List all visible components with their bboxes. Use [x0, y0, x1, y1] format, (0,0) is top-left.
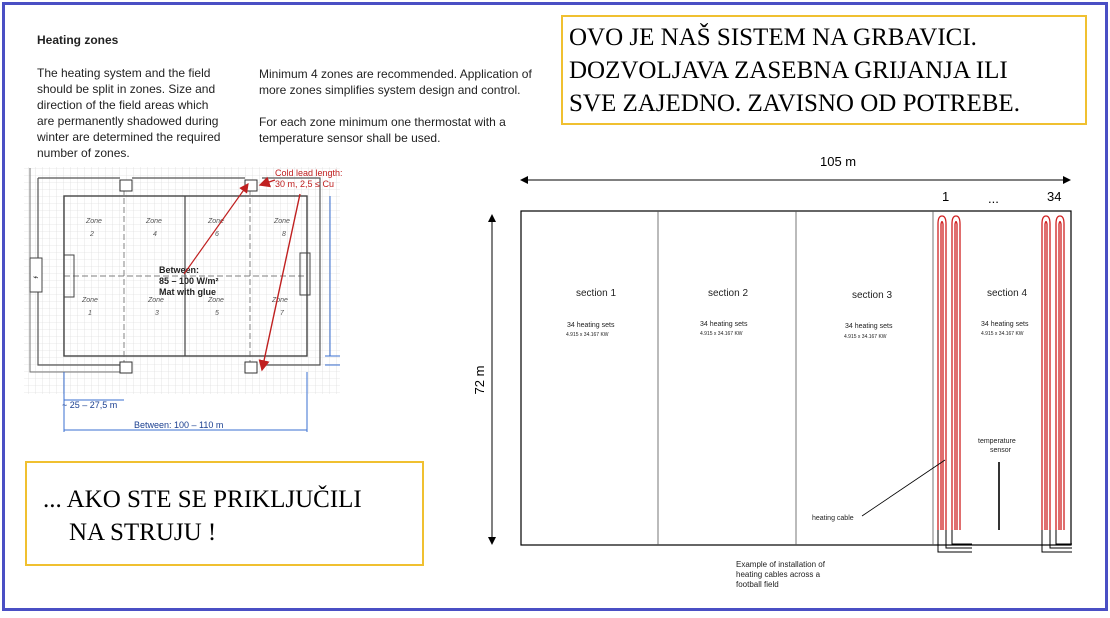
zone-label: Zone	[82, 297, 98, 304]
zone-number: 2	[90, 231, 94, 238]
section-1-name: section 1	[576, 288, 617, 299]
zone-label: Zone	[274, 218, 290, 225]
recommendation-line: more zones simplifies system design and control.	[259, 83, 521, 97]
recommendation-line: Minimum 4 zones are recommended. Application of	[259, 67, 532, 81]
zone-number: 4	[153, 231, 157, 238]
cold-lead-value: 30 m, 2,5 ≤ Cu	[275, 179, 334, 189]
power-range-label: 85 – 100 W/m²	[159, 276, 219, 286]
section-4-sets: 34 heating sets	[981, 321, 1029, 328]
zone-label: Zone	[208, 218, 224, 225]
thermostat-line: temperature sensor shall be used.	[259, 131, 441, 145]
caption-line: Example of installation of	[736, 560, 825, 569]
callout-bottom-line: NA STRUJU !	[69, 519, 217, 546]
zone-label: Zone	[208, 297, 224, 304]
temp-sensor-label: temperature	[978, 438, 1016, 445]
thermostat-line: For each zone minimum one thermostat with a	[259, 115, 506, 129]
intro-line: winter are determined the required	[37, 130, 221, 144]
set-last-label: 34	[1047, 189, 1062, 204]
length-dimension: Between: 100 – 110 m	[134, 420, 224, 430]
width-dimension: ~ 25 – 27,5 m	[62, 400, 118, 410]
intro-line: are permanently shadowed during	[37, 114, 219, 128]
caption-line: football field	[736, 580, 779, 589]
intro-line: number of zones.	[37, 146, 130, 160]
section-4-name: section 4	[987, 288, 1028, 299]
zone-label: Zone	[146, 218, 162, 225]
intro-line: direction of the field areas which	[37, 98, 209, 112]
section-2-sets: 34 heating sets	[700, 321, 748, 328]
temp-sensor-label: sensor	[990, 447, 1012, 454]
caption-line: heating cables across a	[736, 570, 821, 579]
heating-cable-loops	[938, 216, 1064, 530]
zone-number: 6	[215, 231, 219, 238]
zone-number: 7	[280, 310, 284, 317]
cold-lead-label: Cold lead length:	[275, 168, 343, 178]
zone-number: 1	[88, 310, 92, 317]
page-title: Heating zones	[37, 33, 119, 47]
zone-number: 3	[155, 310, 159, 317]
section-2-power: 4.915 x 34.167 KW	[700, 331, 743, 337]
section-3-power: 4.915 x 34.167 KW	[844, 334, 887, 340]
intro-line: should be split in zones. Size and	[37, 82, 216, 96]
between-label: Between:	[159, 265, 200, 275]
section-1-sets: 34 heating sets	[567, 322, 615, 329]
callout-top-line: OVO JE NAŠ SISTEM NA GRBAVICI.	[569, 24, 977, 51]
zone-label: Zone	[148, 297, 164, 304]
field-width-label: 72 m	[472, 365, 487, 395]
svg-text:⌁: ⌁	[33, 272, 39, 282]
section-4-power: 4.915 x 34.167 KW	[981, 331, 1024, 337]
heating-cable-label: heating cable	[812, 515, 854, 522]
zone-number: 8	[282, 231, 286, 238]
zone-label: Zone	[86, 218, 102, 225]
set-dots-label: ...	[988, 191, 999, 206]
callout-top-line: SVE ZAJEDNO. ZAVISNO OD POTREBE.	[569, 90, 1020, 117]
field-length-label: 105 m	[820, 154, 857, 169]
section-2-name: section 2	[708, 288, 749, 299]
zone-number: 5	[215, 310, 219, 317]
zone-label: Zone	[272, 297, 288, 304]
intro-line: The heating system and the field	[37, 66, 211, 80]
section-3-sets: 34 heating sets	[845, 323, 893, 330]
section-1-power: 4.915 x 34.167 KW	[566, 332, 609, 338]
mat-label: Mat with glue	[159, 287, 216, 297]
callout-top-line: DOZVOLJAVA ZASEBNA GRIJANJA ILI	[569, 57, 1008, 84]
callout-bottom-line: ... AKO STE SE PRIKLJUČILI	[43, 486, 362, 513]
set-first-label: 1	[942, 189, 950, 204]
section-3-name: section 3	[852, 290, 893, 301]
